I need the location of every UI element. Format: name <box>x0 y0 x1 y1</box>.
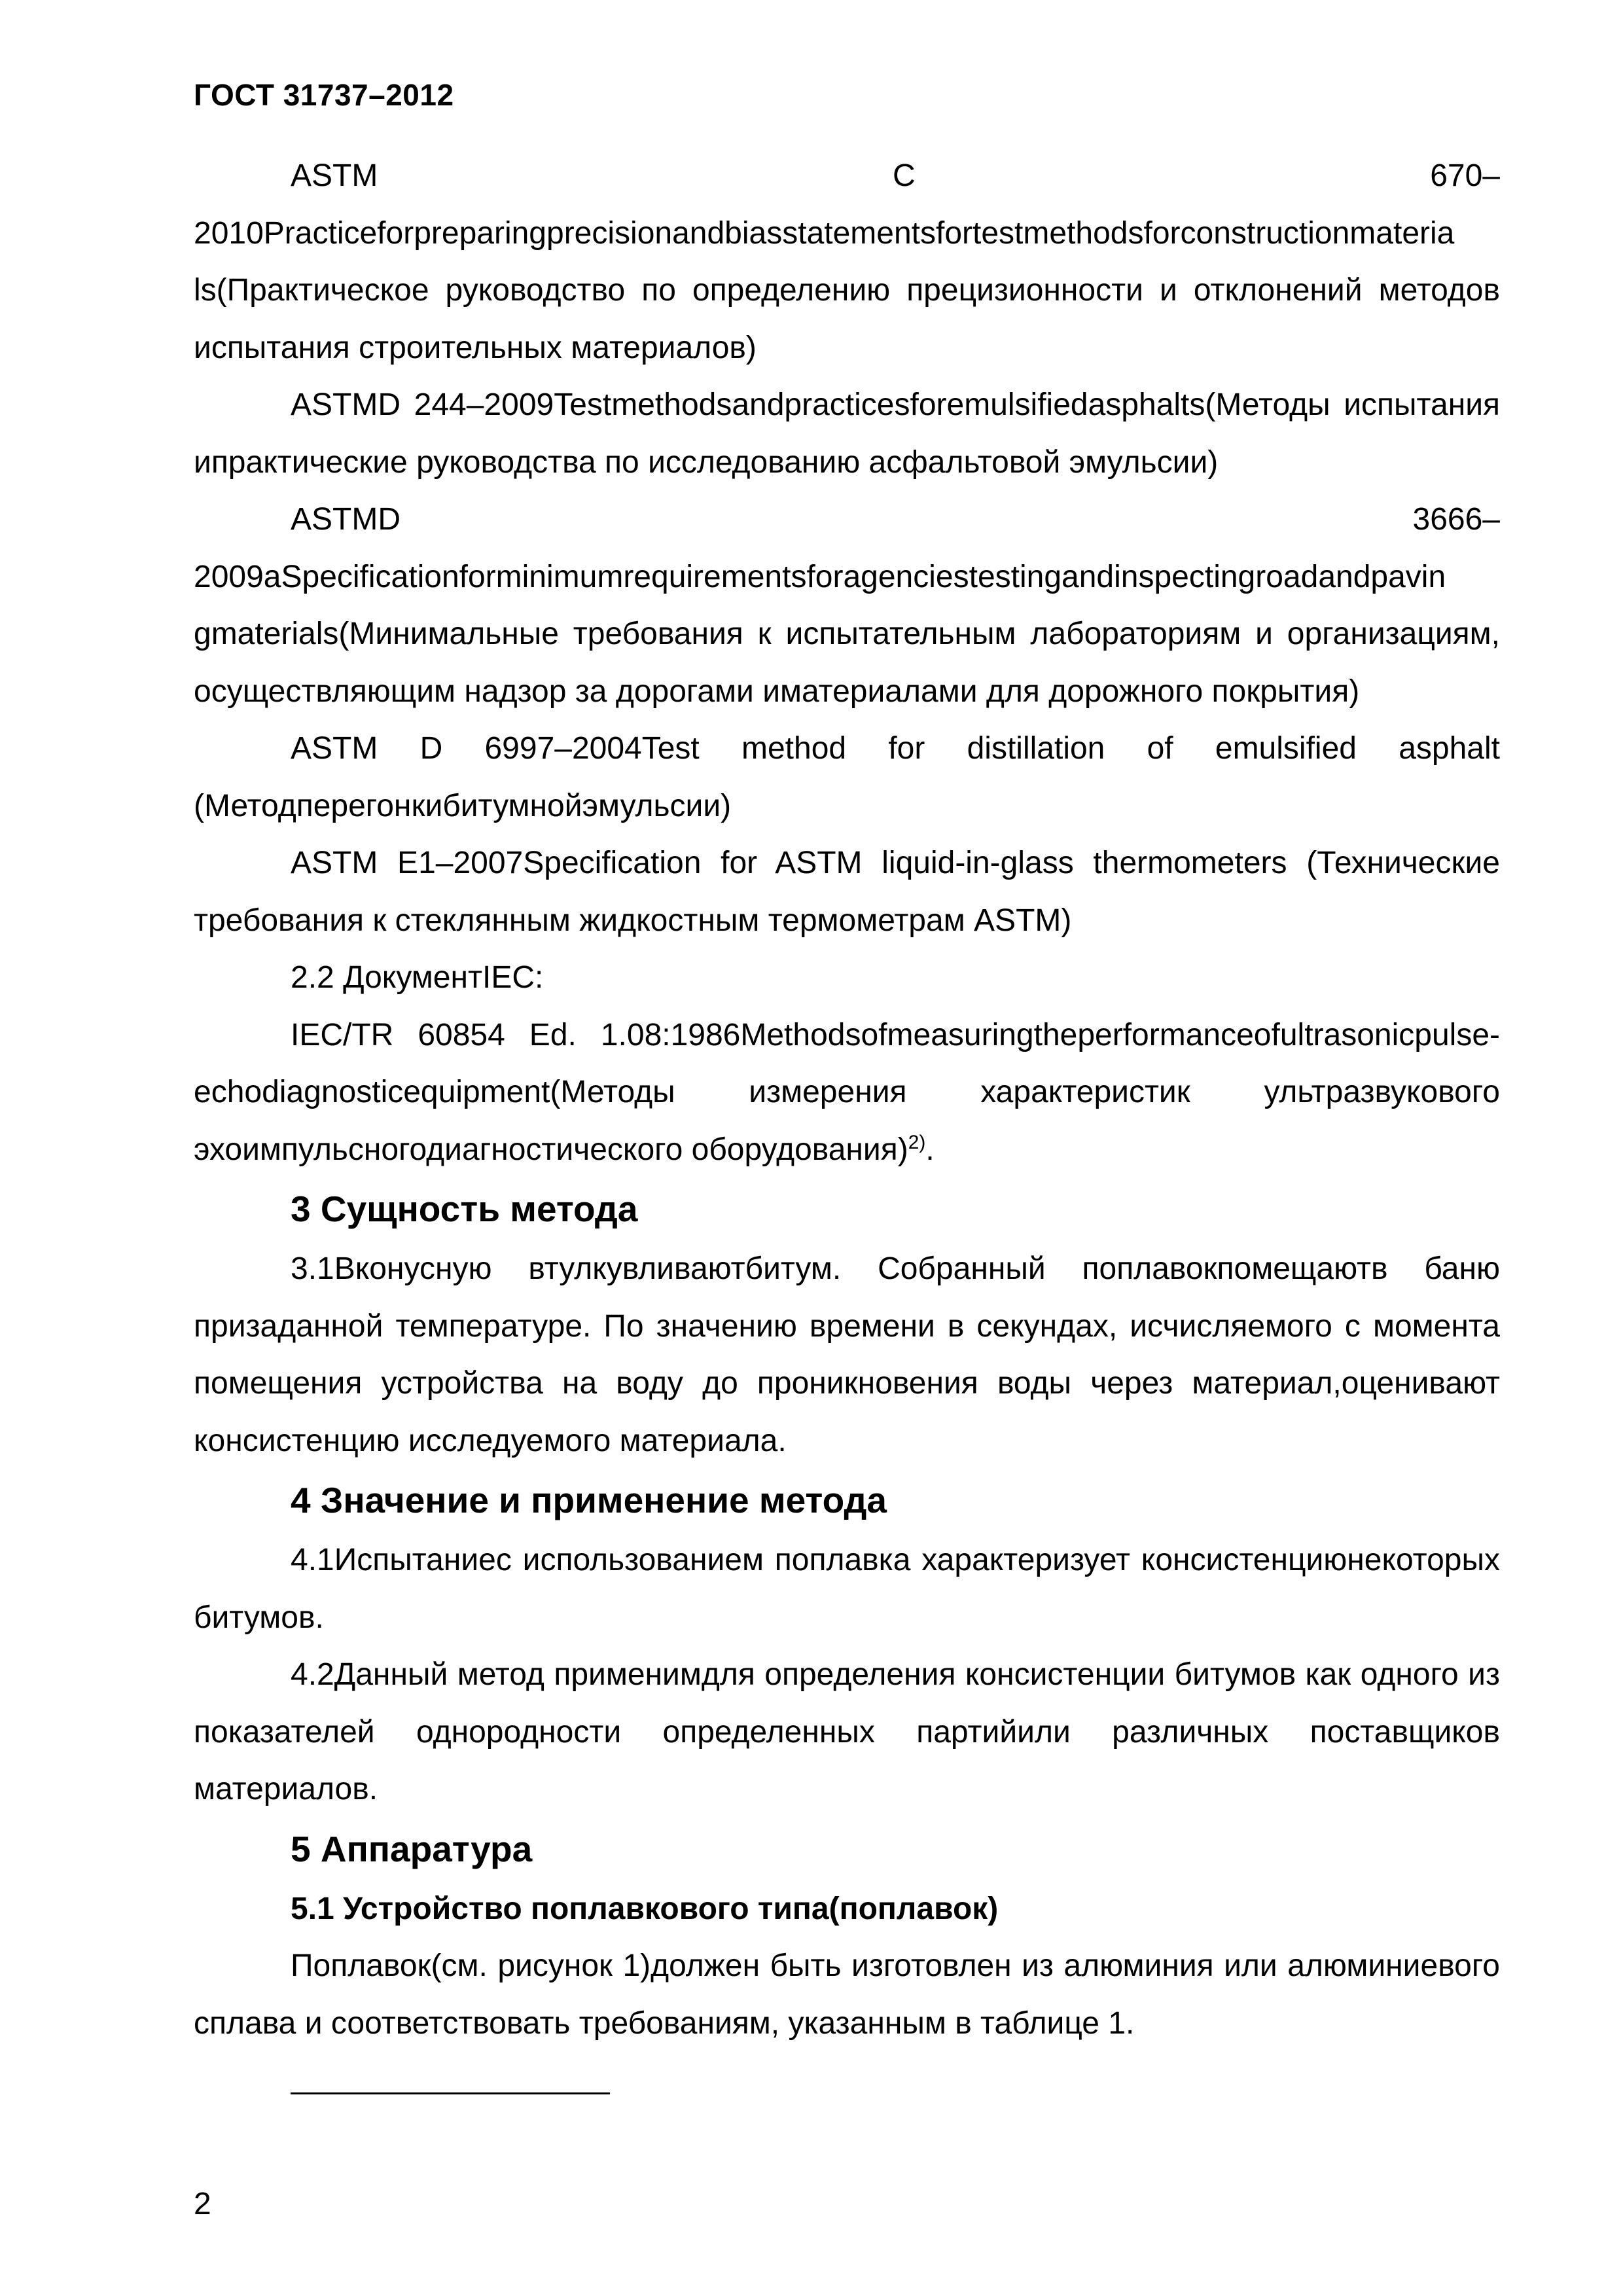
ref-code: 670– <box>1430 158 1500 193</box>
section-5-title: 5 Аппаратура <box>291 1828 533 1869</box>
section-4-2: 4.2Данный метод применимдля определения консистенции битумов как одного из показателей однородности определенных партийили различных поставщиков материалов. <box>194 1657 1500 1806</box>
ref-code: 3666– <box>1412 502 1500 537</box>
ref-astm-d3666-title: 2009aSpecificationforminimumrequirementsforagenciestestingandinspectingroadandpavin <box>194 559 1446 594</box>
ref-astm-d3666-line1 <box>194 491 1500 548</box>
ref-code: C <box>892 158 916 193</box>
section-5-1-text: Поплавок(см. рисунок 1)должен быть изготовлен из алюминия или алюминиевого сплава и соответствовать требованиям, указанным в таблице 1. <box>194 1948 1500 2041</box>
ref-iec-60854 <box>194 1007 1500 1179</box>
ref-code: ASTMD <box>291 502 401 537</box>
section-5-1-title: 5.1 Устройство поплавкового типа(поплавок) <box>291 1891 999 1926</box>
section-3-1: 3.1Вконусную втулкувливаютбитум. Собранный поплавокпомещаютв баню призаданной температуре. По значению времени в секундах, исчисляемого с момента помещения устройства на воду до проникновения воды через материал,оценивают консистенцию исследуемого материала. <box>194 1251 1500 1458</box>
ref-astm-c670-line1 <box>194 147 1500 205</box>
section-4-1: 4.1Испытаниес использованием поплавка характеризует консистенциюнекоторых битумов. <box>194 1543 1500 1635</box>
document-body <box>194 147 1500 2052</box>
ref-astm-d3666-translation: gmaterials(Минимальные требования к испытательным лабораториям и организациям, осуществляющим надзор за дорогами иматериалами для дорожного покрытия) <box>194 617 1500 709</box>
ref-iec-60854-text: IEC/TR 60854 Ed. 1.08:1986Methodsofmeasuringtheperformanceofultrasonicpulse-echodiagnosticequipment(Методы измерения характеристик ультразвукового эхоимпульсногодиагностического оборудования) <box>194 1017 1500 1167</box>
section-3-title: 3 Сущность метода <box>291 1189 638 1229</box>
page-number: 2 <box>194 2187 211 2221</box>
ref-astm-c670-title: 2010Practiceforpreparingprecisionandbiasstatementsfortestmethodsforconstructionmateria <box>194 215 1455 251</box>
document-header: ГОСТ 31737–2012 <box>194 78 454 112</box>
section-4-title: 4 Значение и применение метода <box>291 1480 887 1520</box>
ref-astm-c670-translation: ls(Практическое руководство по определению прецизионности и отклонений методов испытания строительных материалов) <box>194 273 1500 365</box>
ref-astm-e1: ASTM E1–2007Specification for ASTM liquid-in-glass thermometers (Технические требования к стеклянным жидкостным термометрам ASTM) <box>194 846 1500 938</box>
footnote-divider <box>291 2092 610 2094</box>
sentence-end: . <box>925 1132 935 1167</box>
ref-astm-d6997: ASTM D 6997–2004Test method for distillation of emulsified asphalt (Методперегонкибитумнойэмульсии) <box>194 731 1500 823</box>
ref-iec-heading: 2.2 ДокументIEC: <box>291 960 544 995</box>
ref-astm-d244: ASTMD 244–2009Testmethodsandpracticesforemulsifiedasphalts(Методы испытания ипрактические руководства по исследованию асфальтовой эмульсии) <box>194 387 1500 480</box>
footnote-mark: 2) <box>908 1131 926 1153</box>
ref-code: ASTM <box>291 158 378 193</box>
